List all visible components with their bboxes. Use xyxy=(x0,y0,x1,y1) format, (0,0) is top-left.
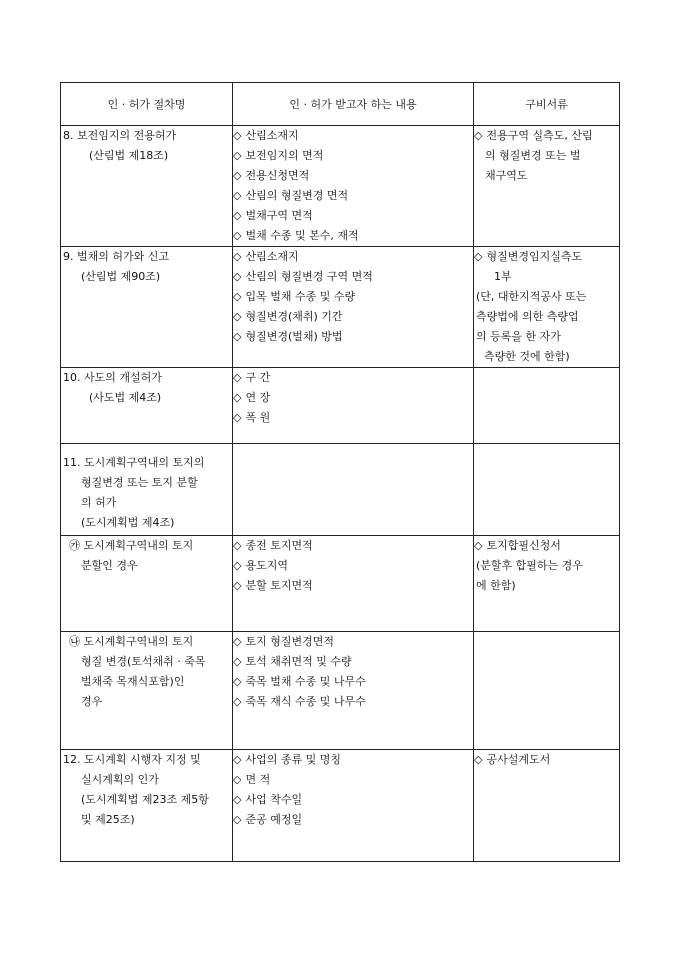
content-cell xyxy=(233,632,474,750)
procedure-cell xyxy=(61,536,233,632)
content-item: ◇ 종전 토지면적 xyxy=(233,536,473,556)
content-item: ◇ 폭 원 xyxy=(233,408,473,428)
procedure-law: (산림법 제18조) xyxy=(89,149,169,162)
table-row xyxy=(61,632,620,750)
content-item: ◇ 산림의 형질변경 면적 xyxy=(233,186,473,206)
content-item: ◇ 토석 채취면적 및 수량 xyxy=(233,652,473,672)
procedure-title: 11. 도시계획구역내의 토지의 xyxy=(63,456,205,469)
procedure-law: (도시계획법 제23조 제5항 xyxy=(81,793,209,806)
content-cell xyxy=(233,368,474,444)
document-item: 측량한 것에 한함) xyxy=(484,350,570,363)
content-cell xyxy=(233,750,474,862)
document-item: 채구역도 xyxy=(485,169,528,182)
table-row xyxy=(61,444,620,536)
content-item: ◇ 벌채구역 면적 xyxy=(233,206,473,226)
document-item: 1부 xyxy=(494,270,512,283)
content-item: ◇ 형질변경(채취) 기간 xyxy=(233,307,473,327)
document-item: 의 등록을 한 자가 xyxy=(476,330,561,343)
permit-table xyxy=(60,82,620,862)
procedure-title: 8. 보전임지의 전용허가 xyxy=(63,129,177,142)
procedure-cell xyxy=(61,368,233,444)
content-item: ◇ 토지 형질변경면적 xyxy=(233,632,473,652)
procedure-cell xyxy=(61,126,233,247)
header-row xyxy=(61,83,620,126)
content-item: ◇ 형질변경(벌채) 방법 xyxy=(233,327,473,347)
header-procedure: 인 · 허가 절차명 xyxy=(61,83,233,126)
content-cell xyxy=(233,444,474,536)
content-item: ◇ 준공 예정일 xyxy=(233,810,473,830)
content-item: ◇ 전용신청면적 xyxy=(233,166,473,186)
procedure-law: (산림법 제90조) xyxy=(81,270,161,283)
procedure-title: 9. 벌채의 허가와 신고 xyxy=(63,250,169,263)
procedure-cell xyxy=(61,444,233,536)
documents-cell xyxy=(474,444,620,536)
procedure-title: 분할인 경우 xyxy=(81,559,138,572)
content-item: ◇ 보전임지의 면적 xyxy=(233,146,473,166)
procedure-title: 형질 변경(토석채취 · 죽목 xyxy=(81,655,206,668)
content-item: ◇ 입목 벌채 수종 및 수량 xyxy=(233,287,473,307)
header-content: 인 · 허가 받고자 하는 내용 xyxy=(233,83,474,126)
content-item: ◇ 사업 착수일 xyxy=(233,790,473,810)
document-item: 에 한함) xyxy=(476,579,516,592)
document-item: 측량법에 의한 측량업 xyxy=(476,310,579,323)
procedure-law: 및 제25조) xyxy=(81,813,135,826)
document-item: 의 형질변경 또는 벌 xyxy=(485,149,581,162)
content-item: ◇ 연 장 xyxy=(233,388,473,408)
header-documents: 구비서류 xyxy=(474,83,620,126)
procedure-title: 벌채죽 목재식포함)인 xyxy=(81,675,185,688)
content-item: ◇ 죽목 재식 수종 및 나무수 xyxy=(233,692,473,712)
procedure-title: 의 허가 xyxy=(81,496,117,509)
procedure-law: (사도법 제4조) xyxy=(89,391,162,404)
content-item: ◇ 산림소재지 xyxy=(233,126,473,146)
content-cell xyxy=(233,536,474,632)
table-row xyxy=(61,126,620,247)
content-item: ◇ 벌채 수종 및 본수, 재적 xyxy=(233,226,473,246)
content-item: ◇ 용도지역 xyxy=(233,556,473,576)
procedure-title: 경우 xyxy=(81,695,103,708)
content-item: ◇ 산림소재지 xyxy=(233,247,473,267)
procedure-title: ㉯ 도시계획구역내의 토지 xyxy=(69,635,194,648)
procedure-title: ㉮ 도시계획구역내의 토지 xyxy=(69,539,194,552)
documents-cell xyxy=(474,247,620,368)
table-row xyxy=(61,368,620,444)
procedure-cell xyxy=(61,247,233,368)
document-item: ◇ 전용구역 실측도, 산림 xyxy=(474,126,619,146)
procedure-title: 12. 도시계획 시행자 지정 및 xyxy=(63,753,201,766)
document-item: (분할후 합필하는 경우 xyxy=(476,559,583,572)
documents-cell xyxy=(474,126,620,247)
document-item: ◇ 공사설계도서 xyxy=(474,750,619,770)
table-row xyxy=(61,247,620,368)
content-item: ◇ 죽목 벌채 수종 및 나무수 xyxy=(233,672,473,692)
content-item: ◇ 산림의 형질변경 구역 면적 xyxy=(233,267,473,287)
procedure-cell xyxy=(61,750,233,862)
procedure-title: 10. 사도의 개설허가 xyxy=(63,371,162,384)
procedure-law: (도시계획법 제4조) xyxy=(81,516,175,529)
document-item: ◇ 형질변경임지실측도 xyxy=(474,247,619,267)
content-item: ◇ 사업의 종류 및 명칭 xyxy=(233,750,473,770)
content-cell xyxy=(233,126,474,247)
content-cell xyxy=(233,247,474,368)
table-row xyxy=(61,536,620,632)
documents-cell xyxy=(474,368,620,444)
document-item: (단, 대한지적공사 또는 xyxy=(476,290,587,303)
procedure-title: 형질변경 또는 토지 분할 xyxy=(81,476,198,489)
documents-cell xyxy=(474,536,620,632)
table-row xyxy=(61,750,620,862)
documents-cell xyxy=(474,632,620,750)
procedure-title: 실시계획의 인가 xyxy=(81,773,159,786)
procedure-cell xyxy=(61,632,233,750)
content-item: ◇ 면 적 xyxy=(233,770,473,790)
document-item: ◇ 토지합필신청서 xyxy=(474,536,619,556)
content-item: ◇ 분할 토지면적 xyxy=(233,576,473,596)
documents-cell xyxy=(474,750,620,862)
content-item: ◇ 구 간 xyxy=(233,368,473,388)
